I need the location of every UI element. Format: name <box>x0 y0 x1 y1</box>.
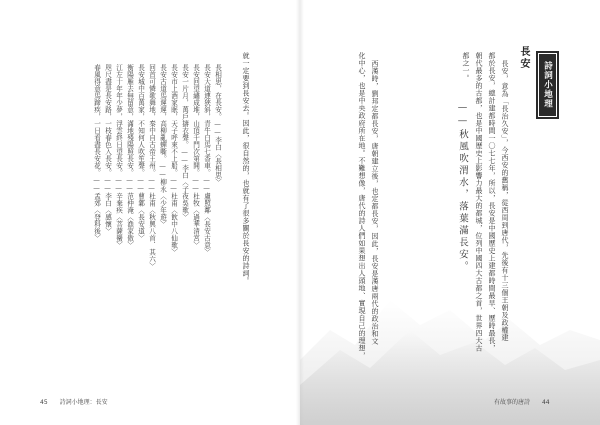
poem-quote: 咫尺盡是長安路，一枝春色入長安。——李白〈感懷〉 <box>103 64 112 235</box>
right-footer <box>494 397 550 406</box>
body-text-line: 長安，意為「長治久安」，今西安的舊稱，從西周到唐代，先後有十三個王朝及政權建 <box>501 60 509 342</box>
poem-quote: 長安古道馬遲遲，高柳亂蟬嘶。——柳永〈少年遊〉 <box>158 64 167 228</box>
poem-quote: 江左十年年少夢，浮雲終日望長安。——辛棄疾〈菩薩蠻〉 <box>114 64 123 249</box>
poem-quote: 長安回望繡成堆，山頂千門次第開。——杜牧〈過華清宮〉 <box>191 64 200 249</box>
poem-quote: 長相思，在長安。——李白〈長相思〉 <box>213 64 222 186</box>
body-text-line: 化中心，也是中央政府所在地。不難想像，唐代的詩人們如果想出人頭地、實現自己的理想， <box>358 52 366 360</box>
poem-quote: 長安大道連狹斜，青牛白馬七香車。——盧照鄰〈長安古意〉 <box>202 64 211 256</box>
chapter-subtitle: ——秋風吹渭水，落葉滿長安。 <box>457 102 468 273</box>
poem-quote: 回首可憐歌舞地，秦中自古帝王州。——杜甫〈秋興八首．其六〉 <box>147 64 156 270</box>
poem-quote: 長安城中百萬家，不知何人吹笙聲。——曹鄴〈長安道〉 <box>136 64 145 242</box>
poem-quote: 春風得意馬蹄疾，一日看盡長安花。——孟郊〈登科後〉 <box>92 64 101 242</box>
body-text-line: 都之一。 <box>462 52 470 82</box>
left-page-number: 45 <box>40 399 48 406</box>
body-text-line: 就一定要到長安去。因此，很自然的，也就有了很多關於長安的詩詞。 <box>242 52 250 285</box>
poem-quote: 長安一片月，萬戶擣衣聲。——李白〈子夜吳歌〉 <box>180 64 189 221</box>
left-footer <box>40 397 108 406</box>
section-badge <box>536 51 559 119</box>
section-badge-label: 詩詞小地理 <box>542 61 553 109</box>
right-running-head: 有故事的唐詩 <box>494 399 531 406</box>
right-page-number: 44 <box>541 399 550 406</box>
body-text-line: 朝代最多的古都，也是中國歷史上影響力最大的都城，位列中國四大古都之首，世界四大古 <box>475 52 483 352</box>
chapter-title: 長安 <box>518 46 529 70</box>
poem-quote: 長安市上酒家眠，天子呼來不上船。——杜甫〈飲中八仙歌〉 <box>169 64 178 256</box>
body-text-line: 西漢時，劉邦定都長安，唐朝建立後，也定都長安，因此，長安是漢唐兩代的政治和文 <box>371 60 379 345</box>
left-running-head: 詩詞小地理：長安 <box>59 399 108 406</box>
poem-quote: 衡陽雁去無留意，滿地殘陽照長安。——范仲淹〈漁家傲〉 <box>125 64 134 249</box>
body-text-line: 都於長安，總計建都時間一〇七七年，所以，長安是中國歷史上建都時間最早、歷時最長， <box>488 52 496 352</box>
